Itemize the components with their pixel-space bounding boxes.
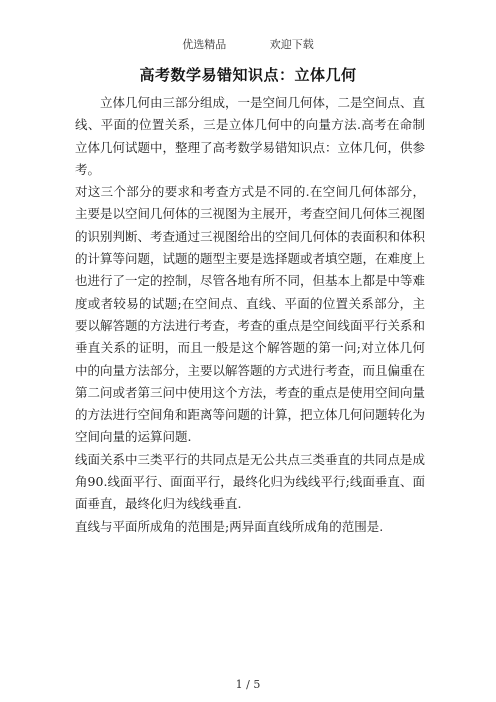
paragraph-angle-ranges: 直线与平面所成角的范围是;两异面直线所成角的范围是. <box>75 518 384 534</box>
header-left-text: 优选精品 <box>182 38 227 51</box>
header-right-text: 欢迎下载 <box>269 38 314 51</box>
document-body <box>75 92 425 538</box>
paragraph-line-plane-relations: 线面关系中三类平行的共同点是无公共点三类垂直的共同点是成角90.线面平行、面面平行，最终化归为线线平行;线面垂直、面面垂直，最终化归为线线垂直. <box>75 451 426 512</box>
page-indicator: 1 / 5 <box>235 678 261 691</box>
paragraph-requirements: 对这三个部分的要求和考查方式是不同的.在空间几何体部分，主要是以空间几何体的三视图为主展开，考查空间几何体三视图的识别判断、考查通过三视图给出的空间几何体的表面积和体积的计算等问题，试题的题型主要是选择题或者填空题，在难度上也进行了一定的控制，尽管各地有所不同，但基本上都是中等难度或者较易的试题;在空间点、直线、平面的位置关系部分，主要以解答题的方法进行考查，考查的重点是空间线面平行关系和垂直关系的证明，而且一般是这个解答题的第一问;对立体几何中的向量方法部分，主要以解答题的方式进行考查，而且偏重在第二问或者第三问中使用这个方法，考查的重点是使用空间向量的方法进行空间角和距离等问题的计算，把立体几何问题转化为空间向量的运算问题. <box>75 184 426 445</box>
page-header <box>0 36 496 52</box>
document-title: 高考数学易错知识点：立体几何 <box>139 66 357 84</box>
paragraph-intro: 立体几何由三部分组成，一是空间几何体，二是空间点、直线、平面的位置关系，三是立体几何中的向量方法.高考在命制立体几何试题中，整理了高考数学易错知识点：立体几何，供参考。 <box>75 95 426 177</box>
